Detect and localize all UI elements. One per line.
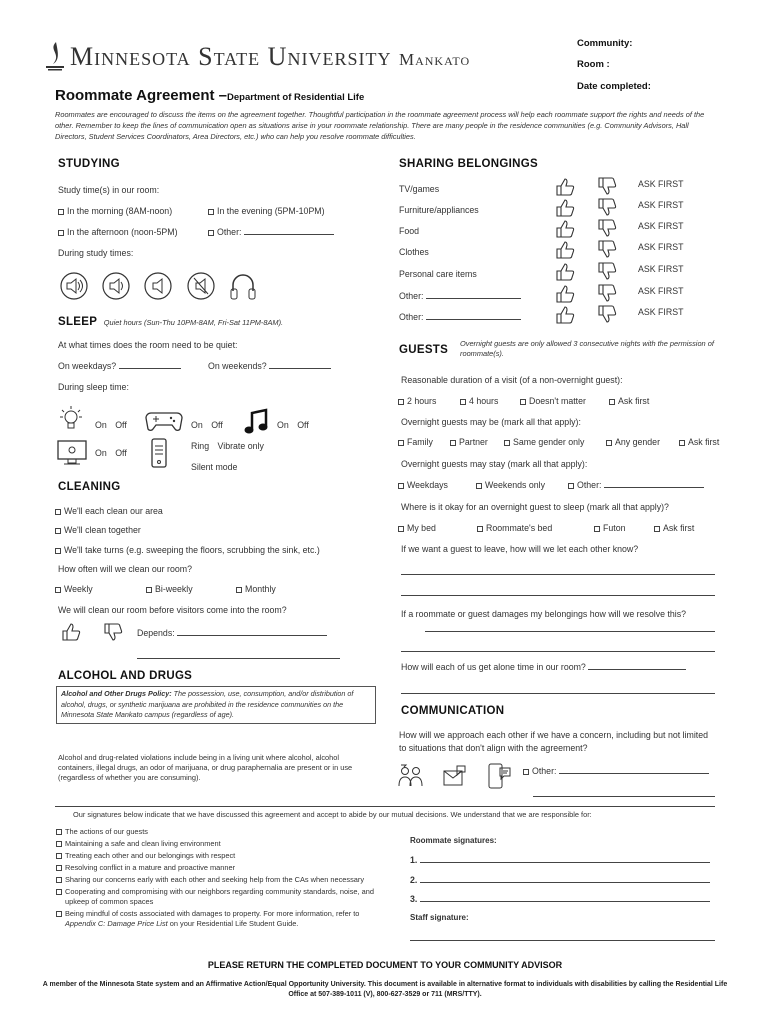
ask-first-gender-option[interactable] [679, 437, 719, 447]
section-divider [55, 806, 715, 807]
stay-other-field[interactable] [604, 480, 704, 488]
two-hours-option[interactable] [398, 396, 436, 406]
checkbox[interactable] [398, 399, 404, 405]
overnight-may-be-question: Overnight guests may be (mark all that apply): [401, 417, 581, 427]
clean-together-option[interactable] [55, 525, 141, 535]
signature-number: 3. [410, 894, 418, 904]
sharing-other-field[interactable] [426, 291, 521, 299]
responsibility-item [56, 851, 392, 861]
text-message-icon[interactable] [486, 762, 512, 790]
thumbs-up-icon[interactable] [555, 284, 575, 304]
checkbox[interactable] [398, 440, 404, 446]
ask-first-sleep-option[interactable] [654, 523, 694, 533]
intro-paragraph: Roommates are encouraged to discuss the items on the agreement together. Thoughtful participation in the roommate agreement process will help each roommate support the rights and needs of the other. Remember to keep the lines of communication open as situations arise in your roommate relationship. There are many people in the residence communities (e.g. Community Advisors, Hall Directors, Student Services Coordinators, Area Directors, etc.) who can help you resolve roommate difficulties. [55, 110, 705, 141]
option-label: Bi-weekly [155, 584, 193, 594]
visit-duration-question: Reasonable duration of a visit (of a non-overnight guest): [401, 375, 623, 385]
checkbox[interactable] [56, 911, 62, 917]
university-name [70, 44, 470, 70]
checkbox[interactable] [568, 483, 574, 489]
game-controller-icon [145, 410, 183, 432]
guests-heading: GUESTS [399, 344, 449, 356]
checkbox[interactable] [654, 526, 660, 532]
quiet-weekends [208, 361, 331, 371]
sharing-item-label [399, 269, 477, 279]
checkbox[interactable] [208, 230, 214, 236]
doesnt-matter-option[interactable] [520, 396, 586, 406]
item-text: Maintaining a safe and clean living environment [65, 839, 221, 848]
depends-label: Depends: [137, 628, 175, 638]
computer-icon [57, 440, 87, 466]
off-option[interactable]: Off [297, 420, 309, 430]
weekdays-option[interactable] [398, 480, 448, 490]
item-text: Resolving conflict in a mature and proactive manner [65, 863, 236, 872]
option-label: We'll clean together [64, 525, 141, 535]
communication-other-line-2[interactable] [533, 796, 715, 797]
roommate-bed-option[interactable] [477, 523, 552, 533]
weekends-label: On weekends? [208, 361, 267, 371]
option-label: Weekly [64, 584, 93, 594]
off-option[interactable]: Off [115, 448, 127, 458]
study-evening-option[interactable] [208, 206, 325, 216]
vibrate-option[interactable]: Vibrate only [217, 441, 264, 451]
option-label: Other: [532, 766, 557, 776]
mute-icon[interactable] [187, 272, 215, 300]
option-label: My bed [407, 523, 436, 533]
alcohol-policy-box [56, 686, 376, 724]
ask-first-label[interactable]: ASK FIRST [638, 179, 684, 189]
item-text: Clothes [399, 247, 429, 257]
ring-option[interactable]: Ring [191, 441, 210, 451]
department-subtitle: Department of Residential Life [227, 92, 365, 103]
study-other-option[interactable] [208, 227, 334, 237]
on-option[interactable]: On [95, 420, 107, 430]
item-text: Sharing our concerns early with each other and seeking help from the CAs when necessary [65, 875, 365, 884]
study-morning-option[interactable] [58, 206, 172, 216]
checkbox[interactable] [594, 526, 600, 532]
thumbs-down-icon[interactable] [103, 622, 123, 642]
roommate-signatures-label: Roommate signatures: [410, 836, 497, 845]
signature-line-3[interactable] [410, 894, 710, 904]
responsibility-item [56, 887, 392, 907]
room-label: Room : [577, 59, 610, 70]
on-option[interactable]: On [191, 420, 203, 430]
thumbs-down-icon[interactable] [597, 261, 617, 281]
depends-field [137, 628, 327, 638]
stay-other-option[interactable] [568, 480, 704, 490]
option-label: Family [407, 437, 433, 447]
item-text: Food [399, 226, 420, 236]
checkbox[interactable] [58, 230, 64, 236]
item-text: TV/games [399, 184, 440, 194]
option-label: We'll take turns (e.g. sweeping the floors, scrubbing the sink, etc.) [64, 545, 320, 555]
thumbs-down-icon[interactable] [597, 197, 617, 217]
date-completed-label: Date completed: [577, 81, 651, 92]
alcohol-heading: ALCOHOL AND DRUGS [58, 670, 193, 682]
signature-field[interactable] [420, 875, 710, 883]
sharing-item-label [399, 184, 439, 194]
item-text: Being mindful of costs associated with damages to property. For more information, refer to [65, 909, 360, 918]
light-toggle[interactable] [95, 420, 127, 430]
option-label: We'll each clean our area [64, 506, 163, 516]
agreement-statement: Our signatures below indicate that we have discussed this agreement and accept to abide by our mutual decisions. We understand that we are responsible for: [73, 810, 592, 819]
on-option[interactable]: On [95, 448, 107, 458]
during-sleep-label: During sleep time: [58, 382, 129, 392]
checkbox[interactable] [56, 865, 62, 871]
option-label: Weekdays [407, 480, 448, 490]
checkbox[interactable] [55, 509, 61, 515]
checkbox[interactable] [58, 209, 64, 215]
policy-text: The possession, use, consumption, and/or distribution of alcohol, drugs, or synthetic marijuana are prohibited in the residence communities on the Minnesota State Mankato campus (regardless of age). [61, 689, 354, 719]
responsibilities-list [56, 827, 392, 929]
loud-volume-icon[interactable] [60, 272, 88, 300]
weekly-option[interactable] [55, 584, 93, 594]
communication-other-field[interactable] [559, 766, 709, 774]
checkbox[interactable] [520, 399, 526, 405]
sharing-item-label [399, 226, 419, 236]
thumbs-up-icon[interactable] [555, 177, 575, 197]
ask-first-duration-option[interactable] [609, 396, 649, 406]
off-option[interactable]: Off [211, 420, 223, 430]
note-message-icon[interactable] [441, 764, 467, 788]
sharing-item-label [399, 205, 479, 215]
item-text: Personal care items [399, 269, 477, 279]
option-label: In the evening (5PM-10PM) [217, 206, 325, 216]
games-toggle[interactable] [191, 420, 223, 430]
thumbs-up-icon[interactable] [555, 240, 575, 260]
thumbs-down-icon[interactable] [597, 304, 617, 324]
footer-notice: A member of the Minnesota State system and an Affirmative Action/Equal Opportunity University. This document is available in alternative format to individuals with disabilities by calling the Residential Life Office at 507-389-1011 (V), 800-627-3529 or 711 (MRS/TTY). [42, 981, 728, 998]
studying-heading: STUDYING [58, 158, 120, 170]
study-times-question: Study time(s) in our room: [58, 185, 160, 195]
item-text: Treating each other and our belongings with respect [65, 851, 236, 860]
my-bed-option[interactable] [398, 523, 436, 533]
sharing-other-field[interactable] [426, 312, 521, 320]
thumbs-down-icon[interactable] [597, 218, 617, 238]
option-label: Same gender only [513, 437, 585, 447]
item-text: Other: [399, 291, 424, 301]
item-text: on your Residential Life Student Guide. [169, 919, 299, 928]
depends-line-2[interactable] [137, 658, 340, 659]
damage-line-1[interactable] [425, 631, 715, 632]
responsibility-item [56, 827, 392, 837]
low-volume-icon[interactable] [144, 272, 172, 300]
checkbox[interactable] [504, 440, 510, 446]
quiet-times-question: At what times does the room need to be quiet: [58, 340, 238, 350]
checkbox[interactable] [523, 769, 529, 775]
campus-name: Mankato [398, 50, 471, 69]
weekdays-label: On weekdays? [58, 361, 117, 371]
biweekly-option[interactable] [146, 584, 193, 594]
signature-line-1[interactable] [410, 855, 710, 865]
quiet-hours-note: Quiet hours (Sun-Thu 10PM-8AM, Fri-Sat 11PM-8AM). [103, 318, 284, 327]
medium-volume-icon[interactable] [102, 272, 130, 300]
damage-question: If a roommate or guest damages my belongings how will we resolve this? [401, 609, 687, 619]
study-other-field[interactable] [244, 227, 334, 235]
appendix-reference: Appendix C: Damage Price List [65, 919, 168, 928]
option-label: In the afternoon (noon-5PM) [67, 227, 178, 237]
checkbox[interactable] [56, 829, 62, 835]
staff-signature-field[interactable] [410, 940, 715, 941]
item-text: Cooperating and compromising with our neighbors regarding community standards, noise, and upkeep of common spaces [65, 887, 374, 906]
four-hours-option[interactable] [460, 396, 498, 406]
option-label: 4 hours [469, 396, 499, 406]
ask-first-label[interactable]: ASK FIRST [638, 264, 684, 274]
signature-field[interactable] [420, 855, 710, 863]
music-note-icon [243, 408, 269, 436]
checkbox[interactable] [460, 399, 466, 405]
ask-first-label[interactable]: ASK FIRST [638, 307, 684, 317]
item-text: Other: [399, 312, 424, 322]
staff-signature-label: Staff signature: [410, 913, 469, 922]
checkbox[interactable] [55, 587, 61, 593]
item-text: The actions of our guests [65, 827, 148, 836]
checkbox[interactable] [236, 587, 242, 593]
option-label: Weekends only [485, 480, 545, 490]
option-label: Any gender [615, 437, 660, 447]
visitors-question: We will clean our room before visitors come into the room? [58, 605, 287, 615]
alone-time-line-2[interactable] [401, 693, 715, 694]
alone-time-question [401, 662, 686, 672]
weekends-field[interactable] [269, 361, 331, 369]
ask-first-label[interactable]: ASK FIRST [638, 200, 684, 210]
any-gender-option[interactable] [606, 437, 660, 447]
clean-frequency-question: How often will we clean our room? [58, 564, 192, 574]
guest-sleep-question: Where is it okay for an overnight guest to sleep (mark all that apply)? [401, 502, 669, 512]
ask-first-label[interactable]: ASK FIRST [638, 221, 684, 231]
off-option[interactable]: Off [115, 420, 127, 430]
sharing-item-label [399, 291, 521, 301]
responsibility-item [56, 909, 392, 929]
option-label: Other: [577, 480, 602, 490]
thumbs-down-icon[interactable] [597, 283, 617, 303]
weekends-only-option[interactable] [476, 480, 545, 490]
signature-number: 1. [410, 855, 418, 865]
alone-time-field[interactable] [588, 662, 686, 670]
phone-icon [151, 438, 167, 468]
thumbs-down-icon[interactable] [597, 176, 617, 196]
futon-option[interactable] [594, 523, 626, 533]
phone-ring-options[interactable] [191, 441, 264, 451]
silent-mode-option[interactable]: Silent mode [191, 462, 238, 472]
flame-logo-icon [44, 40, 66, 72]
signature-field[interactable] [420, 894, 710, 902]
checkbox[interactable] [208, 209, 214, 215]
clean-turns-option[interactable] [55, 545, 320, 555]
checkbox[interactable] [55, 548, 61, 554]
communication-other-option[interactable] [523, 766, 709, 776]
checkbox[interactable] [56, 853, 62, 859]
return-instructions: PLEASE RETURN THE COMPLETED DOCUMENT TO YOUR COMMUNITY ADVISOR [207, 960, 563, 970]
overnight-stay-question: Overnight guests may stay (mark all that apply): [401, 459, 588, 469]
thumbs-up-icon[interactable] [555, 305, 575, 325]
option-label: 2 hours [407, 396, 437, 406]
signature-number: 2. [410, 875, 418, 885]
guest-leave-line-1[interactable] [401, 574, 715, 575]
thumbs-up-icon[interactable] [555, 219, 575, 239]
responsibility-item [56, 863, 392, 873]
cleaning-heading: CLEANING [58, 481, 121, 493]
communication-heading: COMMUNICATION [401, 705, 505, 717]
option-label: Ask first [663, 523, 695, 533]
checkbox[interactable] [679, 440, 685, 446]
policy-label: Alcohol and Other Drugs Policy: [61, 689, 172, 698]
title-text: Roommate Agreement – [55, 87, 227, 104]
checkbox[interactable] [146, 587, 152, 593]
checkbox[interactable] [398, 526, 404, 532]
option-label: Ask first [688, 437, 720, 447]
responsibility-item [56, 839, 392, 849]
university-logo [44, 40, 66, 74]
checkbox[interactable] [450, 440, 456, 446]
computer-toggle[interactable] [95, 448, 127, 458]
sleep-header [58, 316, 283, 328]
study-afternoon-option[interactable] [58, 227, 178, 237]
option-label: Roommate's bed [486, 523, 553, 533]
checkbox[interactable] [56, 841, 62, 847]
weekdays-field[interactable] [119, 361, 181, 369]
thumbs-up-icon[interactable] [555, 262, 575, 282]
option-label: Futon [603, 523, 626, 533]
lightbulb-icon [58, 404, 84, 432]
guest-leave-question: If we want a guest to leave, how will we let each other know? [401, 544, 639, 554]
guest-leave-line-2[interactable] [401, 595, 715, 596]
monthly-option[interactable] [236, 584, 276, 594]
option-label: In the morning (8AM-noon) [67, 206, 173, 216]
sharing-item-label [399, 247, 429, 257]
talk-in-person-icon[interactable] [398, 764, 424, 788]
signature-line-2[interactable] [410, 875, 710, 885]
thumbs-up-icon[interactable] [61, 622, 81, 642]
option-label: Doesn't matter [529, 396, 586, 406]
university-name-text: Minnesota State University [70, 42, 392, 71]
thumbs-up-icon[interactable] [555, 198, 575, 218]
checkbox[interactable] [476, 483, 482, 489]
ask-first-label[interactable]: ASK FIRST [638, 242, 684, 252]
checkbox[interactable] [606, 440, 612, 446]
overnight-guests-note: Overnight guests are only allowed 3 consecutive nights with the permission of roommate(s). [460, 339, 714, 358]
sharing-item-label [399, 312, 521, 322]
checkbox[interactable] [609, 399, 615, 405]
community-label: Community: [577, 38, 633, 49]
checkbox[interactable] [56, 877, 62, 883]
clean-each-option[interactable] [55, 506, 163, 516]
family-option[interactable] [398, 437, 433, 447]
ask-first-label[interactable]: ASK FIRST [638, 286, 684, 296]
option-label: Ask first [618, 396, 650, 406]
item-text: Furniture/appliances [399, 205, 479, 215]
option-label: Monthly [245, 584, 276, 594]
checkbox[interactable] [398, 483, 404, 489]
checkbox[interactable] [56, 889, 62, 895]
during-study-label: During study times: [58, 248, 134, 258]
page-title [55, 87, 364, 104]
communication-question: How will we approach each other if we have a concern, including but not limited to situations that don't align with the agreement? [399, 730, 709, 753]
option-label: Other: [217, 227, 242, 237]
thumbs-down-icon[interactable] [597, 239, 617, 259]
alone-time-text: How will each of us get alone time in our room? [401, 662, 586, 672]
same-gender-option[interactable] [504, 437, 584, 447]
on-option[interactable]: On [277, 420, 289, 430]
sleep-heading: SLEEP [58, 316, 98, 328]
sharing-heading: SHARING BELONGINGS [399, 158, 538, 170]
checkbox[interactable] [477, 526, 483, 532]
responsibility-item [56, 875, 392, 885]
option-label: Partner [459, 437, 488, 447]
partner-option[interactable] [450, 437, 488, 447]
quiet-weekdays [58, 361, 181, 371]
music-toggle[interactable] [277, 420, 309, 430]
headphones-icon[interactable] [229, 271, 257, 301]
violations-text: Alcohol and drug-related violations include being in a living unit where alcohol, alcohol containers, illegal drugs, an odor of marijuana, or drug paraphernalia are present or in use (regardless of whether you are consuming). [58, 753, 353, 782]
depends-line[interactable] [177, 628, 327, 636]
checkbox[interactable] [55, 528, 61, 534]
damage-line-2[interactable] [401, 651, 715, 652]
